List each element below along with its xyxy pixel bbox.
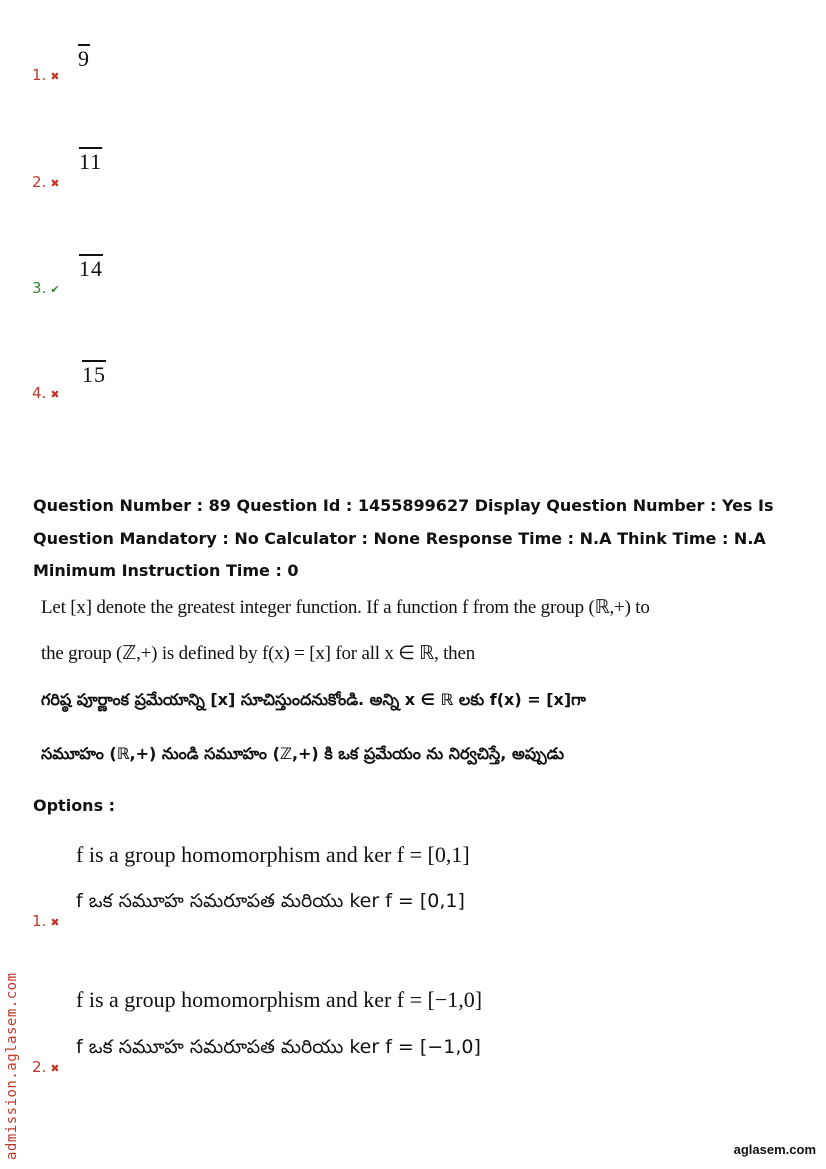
option-number: 1. ✖ (32, 66, 60, 84)
check-icon: ✔ (50, 283, 60, 296)
option-2-number: 2. ✖ (32, 1058, 60, 1076)
option-value: 14 (79, 256, 103, 281)
question-en-line-1: Let [x] denote the greatest integer function. If a function f from the group (ℝ,+) to (41, 597, 650, 618)
option-value: 15 (82, 362, 106, 387)
option-1-te: f ఒక సమూహ సమరూపత మరియు ker f = [0,1] (76, 890, 465, 912)
option-1-number: 1. ✖ (32, 912, 60, 930)
question-en-line-2: the group (ℤ,+) is defined by f(x) = [x] for all x ∈ ℝ, then (41, 643, 476, 664)
footer-brand: aglasem.com (733, 1142, 816, 1157)
option-number: 2. ✖ (32, 173, 60, 191)
question-te-line-2: సమూహం (ℝ,+) నుండి సమూహం (ℤ,+) కి ఒక ప్రమేయం ను నిర్వచిస్తే, అప్పుడు (41, 744, 565, 763)
options-label: Options : (33, 796, 116, 815)
question-te-line-1: గరిష్ఠ పూర్ణాంక ప్రమేయాన్ని [x] సూచిస్తుందనుకోండి. అన్ని x ∈ ℝ లకు f(x) = [x]గా (41, 690, 586, 709)
option-number: 4. ✖ (32, 384, 60, 402)
cross-icon: ✖ (50, 388, 60, 401)
side-watermark: admission.aglasem.com (4, 972, 20, 1160)
option-value: 11 (79, 149, 103, 174)
option-2-en: f is a group homomorphism and ker f = [−1,0] (76, 987, 483, 1012)
cross-icon: ✖ (50, 1062, 60, 1075)
cross-icon: ✖ (50, 177, 60, 190)
option-number: 3. ✔ (32, 279, 60, 297)
cross-icon: ✖ (50, 916, 60, 929)
question-meta: Question Number : 89 Question Id : 1455899627 Display Question Number : Yes Is Question Mandatory : No Calculator : None Response Time : N.A Think Time : N.A Minimum Instruction Time : 0 (33, 496, 774, 580)
option-value: 9 (78, 46, 90, 71)
option-2-te: f ఒక సమూహ సమరూపత మరియు ker f = [−1,0] (76, 1036, 481, 1058)
cross-icon: ✖ (50, 70, 60, 83)
option-1-en: f is a group homomorphism and ker f = [0,1] (76, 842, 470, 867)
